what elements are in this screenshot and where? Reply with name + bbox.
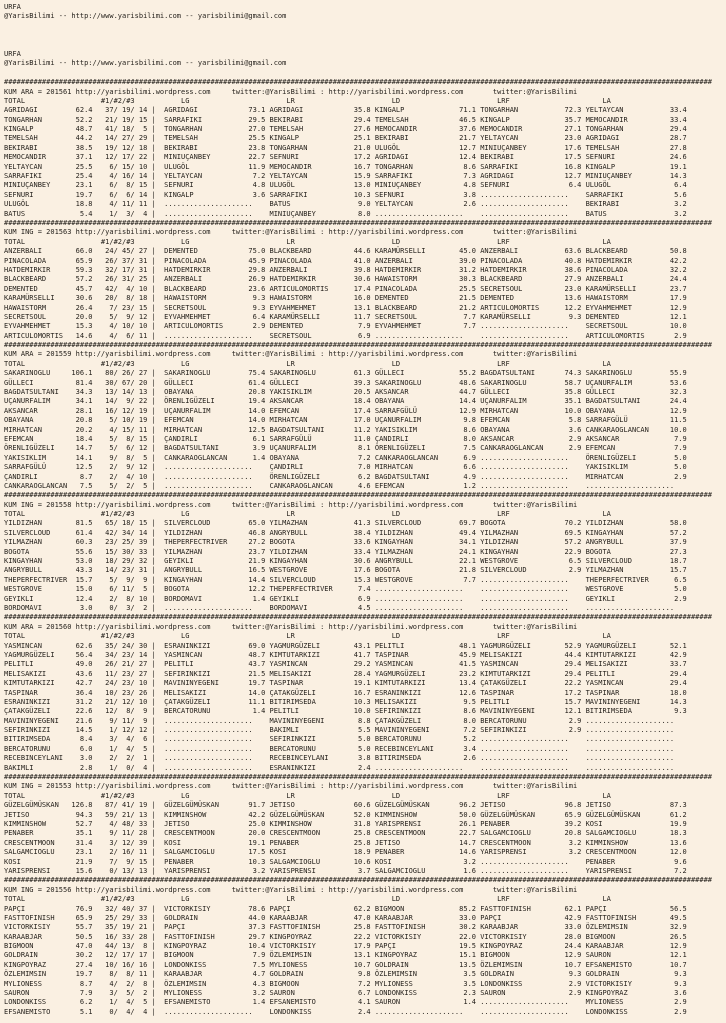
- stat-row-line: SECRETSOUL 20.0 5/ 9/ 12 | EYVAHMEHMET 6.4 KARAMÜRSELLI 11.7 SECRETSOUL 7.7 KARAMÜRSELLI 9.3 DEMENTED 12.1: [4, 312, 691, 321]
- stat-row-line: MYLIONESS 8.7 4/ 2/ 8 | ÖZLEMIMSIN 4.3 BIGMOON 7.2 MYLIONESS 3.5 LONDONKISS 2.9 VICTORKISIY 9.3: [4, 979, 691, 988]
- stat-row-line: YILDIZHAN 81.5 65/ 18/ 15 | SILVERCLOUD 65.0 YILMAZHAN 41.3 SILVERCLOUD 69.7 BOGOTA 70.2 YILDIZHAN 58.0: [4, 519, 691, 528]
- stat-row-line: KIMTUTARKIZI 42.7 24/ 23/ 10 | MAVININYEGENI 19.7 TASPINAR 19.1 KIMTUTARKIZI 13.4 ÇATAKGÜZELI 22.2 YASMINCAN 29.4: [4, 679, 691, 688]
- section-title-line: KUM ARA = 201561 http://yarisbilimi.wordpress.com twitter:@YarisBilimi : http://yarisbilimi.wordpress.com twitter:@YarisBilimi: [4, 87, 578, 96]
- column-header-line: TOTAL #1/#2/#3 LG LR LD LRF LA: [4, 510, 611, 519]
- stat-row-line: KINGALP 48.7 41/ 18/ 5 | TONGARHAN 27.0 TEMELSAH 27.6 MEMOCANDIR 37.6 MEMOCANDIR 27.1 TONGARHAN 29.4: [4, 125, 691, 134]
- stat-row-line: ARTICULOMORTIS 14.6 4/ 6/ 11 | ..................... SECRETSOUL 6.9 ..................... ..................... ARTICULOMORTIS 2.9: [4, 331, 691, 340]
- stat-row-line: BAGDATSULTANI 34.3 13/ 14/ 13 | OBAYANA 20.8 YAKISIKLIM 20.5 AKSANCAR 44.7 GÜLLECI 35.8 GÜLLECI 32.3: [4, 388, 691, 397]
- stat-row-line: SILVERCLOUD 61.4 42/ 34/ 14 | YILDIZHAN 46.8 ANGRYBULL 38.4 YILDIZHAN 49.4 YILMAZHAN 69.5 KINGAYHAN 57.2: [4, 528, 691, 537]
- location-title: URFA: [4, 49, 21, 58]
- stat-row-line: THEPERFECTRIVER 15.7 5/ 9/ 9 | KINGAYHAN 14.4 SILVERCLOUD 15.3 WESTGROVE 7.7 ..................... THEPERFECTRIVER 6.5: [4, 575, 691, 584]
- stat-row-line: BAKIMLI 2.8 1/ 0/ 4 | ..................... ESRANINKIZI 2.4 ..................... ..................... .....................: [4, 763, 691, 772]
- section-separator: ########################################################################################################################################################################: [4, 218, 713, 227]
- stat-row-line: ANZERBALI 66.0 24/ 45/ 27 | DEMENTED 75.0 BLACKBEARD 44.6 KARAMÜRSELLI 45.0 ANZERBALI 63.6 BLACKBEARD 50.8: [4, 247, 691, 256]
- blank-line: [4, 31, 726, 40]
- byline: @YarisBilimi -- http://www.yarisbilimi.com -- yarisbilimi@gmail.com: [4, 12, 287, 21]
- stat-row-line: OBAYANA 20.8 5/ 10/ 19 | EFEMCAN 14.0 MIRHATCAN 17.0 UÇANURFALIM 9.8 EFEMCAN 5.8 SARRAFGÜLÜ 11.5: [4, 416, 691, 425]
- column-header-line: TOTAL #1/#2/#3 LG LR LD LRF LA: [4, 791, 611, 800]
- stat-row-line: YASMINCAN 62.6 35/ 24/ 30 | ESRANINKIZI 69.0 YAGMURGÜZELI 43.1 PELITLI 48.1 YAGMURGÜZELI 52.9 YAGMURGÜZELI 52.1: [4, 641, 691, 650]
- stat-row-line: KOSI 21.9 7/ 9/ 15 | PENABER 10.3 SALGAMCIOGLU 10.6 KOSI 3.2 ..................... PENABER 9.6: [4, 857, 691, 866]
- stat-row-line: PELITLI 49.0 26/ 21/ 27 | PELITLI 43.7 YASMINCAN 29.2 YASMINCAN 41.5 YASMINCAN 29.4 MELISAKIZI 33.7: [4, 660, 691, 669]
- stat-row-line: BEKIRABI 38.5 19/ 12/ 18 | BEKIRABI 23.8 TONGARHAN 21.0 ULUGÖL 12.7 MINIUÇANBEY 17.6 TEMELSAH 27.8: [4, 143, 691, 152]
- stat-row-line: KARAABJAR 50.5 16/ 33/ 28 | FASTTOFINISH 29.7 KINGPOYRAZ 22.2 VICTORKISIY 22.0 VICTORKISIY 28.0 BIGMOON 26.5: [4, 932, 691, 941]
- stat-row-line: AGRIDAGI 62.4 37/ 19/ 14 | AGRIDAGI 73.1 AGRIDAGI 35.8 KINGALP 71.1 TONGARHAN 72.3 YELTAYCAN 33.4: [4, 106, 691, 115]
- stat-row-line: KIMMINSHOW 52.7 4/ 48/ 33 | JETISO 25.0 KIMMINSHOW 31.8 YARISPRENSI 26.1 PENABER 39.2 KOSI 19.9: [4, 819, 691, 828]
- stat-row-line: BIGMOON 47.0 44/ 13/ 8 | KINGPOYRAZ 10.4 VICTORKISIY 17.9 PAPÇI 19.5 KINGPOYRAZ 24.4 KARAABJAR 12.9: [4, 942, 691, 951]
- stat-row-line: WESTGROVE 15.0 6/ 11/ 5 | BOGOTA 12.2 THEPERFECTRIVER 7.4 ..................... ..................... WESTGROVE 5.0: [4, 585, 691, 594]
- stat-row-line: FASTTOFINISH 65.9 25/ 29/ 33 | GOLDRAIN 44.0 KARAABJAR 47.0 KARAABJAR 33.0 PAPÇI 42.9 FASTTOFINISH 49.5: [4, 913, 691, 922]
- blank-line: [4, 41, 726, 50]
- section-title-line: KUM ARA = 201559 http://yarisbilimi.wordpress.com twitter:@YarisBilimi : http://yarisbilimi.wordpress.com twitter:@YarisBilimi: [4, 350, 578, 359]
- blank-line: [4, 69, 726, 78]
- section-title-line: KUM ARA = 201560 http://yarisbilimi.wordpress.com twitter:@YarisBilimi : http://yarisbilimi.wordpress.com twitter:@YarisBilimi: [4, 622, 578, 631]
- stat-row-line: BERCATORUNU 6.0 1/ 4/ 5 | ..................... BERCATORUNU 5.0 RECEBINCEYLANI 3.4 ..................... .....................: [4, 744, 691, 753]
- stat-row-line: RECEBINCEYLANI 3.0 2/ 2/ 1 | ..................... RECEBINCEYLANI 3.8 BITIRIMSEDA 2.6 ..................... .....................: [4, 754, 691, 763]
- stat-row-line: GÜZELGÜMÜSKAN 126.8 87/ 41/ 19 | GÜZELGÜMÜSKAN 91.7 JETISO 60.6 GÜZELGÜMÜSKAN 96.2 JETISO 96.8 JETISO 87.3: [4, 801, 691, 810]
- stat-row-line: SAKARINOGLU 106.1 80/ 26/ 27 | SAKARINOGLU 75.4 SAKARINOGLU 61.3 GÜLLECI 55.2 BAGDATSULTANI 74.3 SAKARINOGLU 55.9: [4, 369, 691, 378]
- stat-row-line: KINGAYHAN 53.0 18/ 29/ 32 | GEYIKLI 21.9 KINGAYHAN 30.6 ANGRYBULL 22.1 WESTGROVE 6.5 SILVERCLOUD 18.7: [4, 557, 691, 566]
- stat-row-line: ULUGÖL 18.8 4/ 11/ 11 | ..................... BATUS 9.0 YELTAYCAN 2.6 ..................... BEKIRABI 3.2: [4, 200, 691, 209]
- blank-line: [4, 22, 726, 31]
- stat-row-line: UÇANURFALIM 34.1 14/ 9/ 22 | ÖRENLIGÜZELI 19.4 AKSANCAR 18.4 OBAYANA 14.4 UÇANURFALIM 35.1 BAGDATSULTANI 24.4: [4, 397, 691, 406]
- section-title-line: KUM ING = 201556 http://yarisbilimi.wordpress.com twitter:@YarisBilimi : http://yarisbilimi.wordpress.com twitter:@YarisBilimi: [4, 885, 578, 894]
- stat-row-line: VICTORKISIY 55.7 35/ 19/ 21 | PAPÇI 37.3 FASTTOFINISH 25.8 FASTTOFINISH 30.2 KARAABJAR 33.0 ÖZLEMIMSIN 32.9: [4, 923, 691, 932]
- stat-row-line: DEMENTED 45.7 42/ 4/ 10 | BLACKBEARD 23.6 ARTICULOMORTIS 17.4 PINACOLADA 25.5 SECRETSOUL 23.0 KARAMÜRSELLI 23.7: [4, 284, 691, 293]
- stat-row-line: TONGARHAN 52.2 21/ 19/ 15 | SARRAFIKI 29.5 BEKIRABI 29.4 TEMELSAH 46.5 KINGALP 35.7 MEMOCANDIR 33.4: [4, 115, 691, 124]
- stat-row-line: MIRHATCAN 20.2 4/ 15/ 11 | MIRHATCAN 12.5 BAGDATSULTANI 11.2 YAKISIKLIM 8.6 OBAYANA 3.6 CANKARAOGLANCAN 10.0: [4, 425, 691, 434]
- stat-row-line: KARAMÜRSELLI 30.6 20/ 8/ 18 | HAWAISTORM 9.3 HAWAISTORM 16.0 DEMENTED 21.5 DEMENTED 13.6 HAWAISTORM 17.9: [4, 294, 691, 303]
- stat-row-line: ÖRENLIGÜZELI 14.7 5/ 6/ 12 | BAGDATSULTANI 3.9 UÇANURFALIM 8.1 ÖRENLIGÜZELI 7.5 CANKARAOGLANCAN 2.9 EFEMCAN 7.9: [4, 444, 691, 453]
- stat-row-line: SAURON 7.9 3/ 5/ 2 | MYLIONESS 3.2 SAURON 6.7 LONDONKISS 2.3 SAURON 2.9 KINGPOYRAZ 3.6: [4, 989, 691, 998]
- section-separator: ########################################################################################################################################################################: [4, 491, 713, 500]
- stat-row-line: EFSANEMISTO 5.1 0/ 4/ 4 | ..................... LONDONKISS 2.4 ..................... ..................... LONDONKISS 2.9: [4, 1007, 691, 1016]
- stat-row-line: ANGRYBULL 43.3 14/ 23/ 31 | ANGRYBULL 16.5 WESTGROVE 17.6 BOGOTA 21.8 SILVERCLOUD 2.9 YILMAZHAN 15.7: [4, 566, 691, 575]
- stat-row-line: BITIRIMSEDA 8.4 3/ 4/ 6 | ..................... SEFIRINKIZI 5.0 BERCATORUNU 5.2 ..................... .....................: [4, 735, 691, 744]
- stat-row-line: YELTAYCAN 25.5 6/ 15/ 10 | ULUGÖL 11.9 MEMOCANDIR 16.7 TONGARHAN 8.6 SARRAFIKI 16.8 KINGALP 19.1: [4, 162, 691, 171]
- stat-row-line: ESRANINKIZI 31.2 21/ 12/ 10 | ÇATAKGÜZELI 11.1 BITIRIMSEDA 10.3 MELISAKIZI 9.5 PELITLI 15.7 MAVININYEGENI 14.3: [4, 697, 691, 706]
- section-title-line: KUM ING = 201558 http://yarisbilimi.wordpress.com twitter:@YarisBilimi : http://yarisbilimi.wordpress.com twitter:@YarisBilimi: [4, 500, 578, 509]
- column-header-line: TOTAL #1/#2/#3 LG LR LD LRF LA: [4, 895, 611, 904]
- stat-row-line: CANKARAOGLANCAN 7.5 5/ 2/ 5 | ..................... CANKARAOGLANCAN 4.6 EFEMCAN 1.2 ..................... .....................: [4, 481, 691, 490]
- stat-row-line: HAWAISTORM 26.4 7/ 23/ 15 | SECRETSOUL 9.3 EYVAHMEHMET 13.1 BLACKBEARD 21.2 ARTICULOMORTIS 12.2 EYVAHMEHMET 12.9: [4, 303, 691, 312]
- stat-row-line: SEFNURI 19.7 6/ 6/ 14 | KINGALP 3.6 SARRAFIKI 10.3 SEFNURI 3.8 ..................... SARRAFIKI 5.6: [4, 190, 691, 199]
- stat-row-line: LONDONKISS 6.2 1/ 4/ 5 | EFSANEMISTO 1.4 EFSANEMISTO 4.1 SAURON 1.4 ..................... MYLIONESS 2.9: [4, 998, 691, 1007]
- stat-row-line: PINACOLADA 65.9 26/ 37/ 31 | PINACOLADA 45.9 PINACOLADA 41.0 ANZERBALI 39.0 PINACOLADA 40.8 HATDEMIRKIR 42.2: [4, 256, 691, 265]
- stat-row-line: ÖZLEMIMSIN 19.7 8/ 8/ 11 | KARAABJAR 4.7 GOLDRAIN 9.8 ÖZLEMIMSIN 3.5 GOLDRAIN 9.3 GOLDRAIN 9.3: [4, 970, 691, 979]
- stat-row-line: BOGOTA 55.6 15/ 30/ 33 | YILMAZHAN 23.7 YILDIZHAN 33.4 YILMAZHAN 24.1 KINGAYHAN 22.9 BOGOTA 27.3: [4, 547, 691, 556]
- stat-row-line: BLACKBEARD 57.2 26/ 31/ 25 | ANZERBALI 26.9 HATDEMIRKIR 30.6 HAWAISTORM 30.3 BLACKBEARD 27.9 ANZERBALI 24.4: [4, 275, 691, 284]
- stat-row-line: SALGAMCIOGLU 23.1 2/ 16/ 11 | SALGAMCIOGLU 17.5 KOSI 18.9 PENABER 14.6 YARISPRENSI 3.2 CRESCENTMOON 12.0: [4, 848, 691, 857]
- stat-row-line: JETISO 94.3 59/ 21/ 13 | KIMMINSHOW 42.2 GÜZELGÜMÜSKAN 52.0 KIMMINSHOW 50.0 GÜZELGÜMÜSKAN 65.9 GÜZELGÜMÜSKAN 61.2: [4, 810, 691, 819]
- stat-row-line: KINGPOYRAZ 27.4 10/ 16/ 16 | LONDONKISS 7.5 MYLIONESS 10.7 GOLDRAIN 13.5 ÖZLEMIMSIN 10.7 EFSANEMISTO 10.7: [4, 960, 691, 969]
- stat-row-line: YAGMURGÜZELI 56.4 34/ 23/ 14 | YASMINCAN 48.7 KIMTUTARKIZI 41.7 TASPINAR 45.9 MELISAKIZI 44.4 KIMTUTARKIZI 42.9: [4, 650, 691, 659]
- section-separator: ########################################################################################################################################################################: [4, 613, 713, 622]
- section-separator: ########################################################################################################################################################################: [4, 341, 713, 350]
- section-separator: ########################################################################################################################################################################: [4, 773, 713, 782]
- location-title: URFA: [4, 3, 21, 11]
- section-separator: ########################################################################################################################################################################: [4, 78, 713, 87]
- stat-row-line: TEMELSAH 44.2 14/ 27/ 29 | TEMELSAH 25.5 KINGALP 25.1 BEKIRABI 21.7 YELTAYCAN 23.0 AGRIDAGI 28.7: [4, 134, 691, 143]
- stat-row-line: MAVININYEGENI 21.6 9/ 11/ 9 | ..................... MAVININYEGENI 8.8 ÇATAKGÜZELI 8.0 BERCATORUNU 2.9 .....................: [4, 716, 691, 725]
- stat-row-line: PENABER 35.1 9/ 11/ 28 | CRESCENTMOON 20.0 CRESCENTMOON 25.8 CRESCENTMOON 22.7 SALGAMCIOGLU 20.8 SALGAMCIOGLU 18.3: [4, 829, 691, 838]
- stat-row-line: BORDOMAVI 3.0 0/ 3/ 2 | ..................... BORDOMAVI 4.5 ..................... ..................... .....................: [4, 604, 691, 612]
- stat-row-line: ÇANDIRLI 8.7 2/ 4/ 10 | ..................... ÖRENLIGÜZELI 6.2 BAGDATSULTANI 4.9 ..................... MIRHATCAN 2.9: [4, 472, 691, 481]
- stat-row-line: YAKISIKLIM 14.1 9/ 8/ 5 | CANKARAOGLANCAN 1.4 OBAYANA 7.2 CANKARAOGLANCAN 6.9 ..................... ÖRENLIGÜZELI 5.0: [4, 453, 691, 462]
- stat-row-line: SARRAFGÜLÜ 12.5 2/ 9/ 12 | ..................... ÇANDIRLI 7.0 MIRHATCAN 6.6 ..................... YAKISIKLIM 5.0: [4, 463, 691, 472]
- column-header-line: TOTAL #1/#2/#3 LG LR LD LRF LA: [4, 359, 611, 368]
- stat-row-line: PAPÇI 76.9 32/ 40/ 37 | VICTORKISIY 78.6 PAPÇI 62.2 BIGMOON 85.2 FASTTOFINISH 62.1 PAPÇI 56.5: [4, 904, 691, 913]
- section-title-line: KUM ING = 201553 http://yarisbilimi.wordpress.com twitter:@YarisBilimi : http://yarisbilimi.wordpress.com twitter:@YarisBilimi: [4, 782, 578, 791]
- byline: @YarisBilimi -- http://www.yarisbilimi.com -- yarisbilimi@gmail.com: [4, 59, 287, 68]
- stat-row-line: SARRAFIKI 25.4 4/ 16/ 14 | YELTAYCAN 7.2 YELTAYCAN 15.9 SARRAFIKI 7.3 AGRIDAGI 12.7 MINIUÇANBEY 14.3: [4, 172, 691, 181]
- stat-row-line: MELISAKIZI 43.6 11/ 23/ 27 | SEFIRINKIZI 21.5 MELISAKIZI 28.4 YAGMURGÜZELI 23.2 KIMTUTARKIZI 29.4 PELITLI 29.4: [4, 669, 691, 678]
- section-title-line: KUM ING = 201563 http://yarisbilimi.wordpress.com twitter:@YarisBilimi : http://yarisbilimi.wordpress.com twitter:@YarisBilimi: [4, 228, 578, 237]
- stat-row-line: EFEMCAN 18.4 5/ 8/ 15 | ÇANDIRLI 6.1 SARRAFGÜLÜ 11.0 ÇANDIRLI 8.0 AKSANCAR 2.9 AKSANCAR 7.9: [4, 434, 691, 443]
- stat-row-line: MEMOCANDIR 37.1 12/ 17/ 22 | MINIUÇANBEY 22.7 SEFNURI 17.2 AGRIDAGI 12.4 BEKIRABI 17.5 SEFNURI 24.6: [4, 153, 691, 162]
- stat-row-line: TASPINAR 36.4 10/ 23/ 26 | MELISAKIZI 14.0 ÇATAKGÜZELI 16.7 ESRANINKIZI 12.6 TASPINAR 17.2 TASPINAR 18.0: [4, 688, 691, 697]
- stat-row-line: SEFIRINKIZI 14.5 1/ 12/ 12 | ..................... BAKIMLI 5.5 MAVININYEGENI 7.2 SEFIRINKIZI 2.9 .....................: [4, 726, 691, 735]
- stat-row-line: ÇATAKGÜZELI 22.6 12/ 8/ 9 | BERCATORUNU 1.4 PELITLI 10.0 SEFIRINKIZI 8.6 MAVININYEGENI 12.1 BITIRIMSEDA 9.3: [4, 707, 691, 716]
- stat-row-line: GEYIKLI 12.4 2/ 8/ 10 | BORDOMAVI 1.4 GEYIKLI 6.9 ..................... ..................... GEYIKLI 2.9: [4, 594, 691, 603]
- stat-row-line: HATDEMIRKIR 59.3 32/ 17/ 31 | HATDEMIRKIR 29.8 ANZERBALI 39.8 HATDEMIRKIR 31.2 HATDEMIRKIR 38.6 PINACOLADA 32.2: [4, 265, 691, 274]
- column-header-line: TOTAL #1/#2/#3 LG LR LD LRF LA: [4, 632, 611, 641]
- stat-row-line: MINIUÇANBEY 23.1 6/ 8/ 15 | SEFNURI 4.8 ULUGÖL 13.0 MINIUÇANBEY 4.8 SEFNURI 6.4 ULUGÖL 6.4: [4, 181, 691, 190]
- section-separator: ########################################################################################################################################################################: [4, 876, 713, 885]
- stat-row-line: YILMAZHAN 60.3 23/ 25/ 39 | THEPERFECTRIVER 27.2 BOGOTA 33.6 KINGAYHAN 34.1 YILDIZHAN 57.2 ANGRYBULL 37.9: [4, 538, 691, 547]
- stat-row-line: GÜLLECI 81.4 30/ 67/ 20 | GÜLLECI 61.4 GÜLLECI 39.3 SAKARINOGLU 48.6 SAKARINOGLU 58.7 UÇANURFALIM 53.6: [4, 378, 691, 387]
- stat-row-line: EYVAHMEHMET 15.3 4/ 10/ 10 | ARTICULOMORTIS 2.9 DEMENTED 7.9 EYVAHMEHMET 7.7 ..................... SECRETSOUL 10.0: [4, 322, 691, 331]
- stat-row-line: CRESCENTMOON 31.4 3/ 12/ 39 | KOSI 19.1 PENABER 25.8 JETISO 14.7 CRESCENTMOON 3.2 KIMMINSHOW 13.6: [4, 838, 691, 847]
- column-header-line: TOTAL #1/#2/#3 LG LR LD LRF LA: [4, 96, 611, 105]
- stat-row-line: YARISPRENSI 15.6 0/ 13/ 13 | YARISPRENSI 3.2 YARISPRENSI 3.7 SALGAMCIOGLU 1.6 ..................... YARISPRENSI 7.2: [4, 866, 691, 875]
- column-header-line: TOTAL #1/#2/#3 LG LR LD LRF LA: [4, 237, 611, 246]
- stat-row-line: BATUS 5.4 1/ 3/ 4 | ..................... MINIUÇANBEY 8.0 ..................... ..................... BATUS 3.2: [4, 209, 691, 218]
- stat-row-line: AKSANCAR 28.1 16/ 12/ 19 | UÇANURFALIM 14.0 EFEMCAN 17.4 SARRAFGÜLÜ 12.9 MIRHATCAN 10.0 OBAYANA 12.9: [4, 406, 691, 415]
- stat-row-line: GOLDRAIN 30.2 12/ 17/ 17 | BIGMOON 7.9 ÖZLEMIMSIN 13.1 KINGPOYRAZ 15.1 BIGMOON 12.9 SAURON 12.1: [4, 951, 691, 960]
